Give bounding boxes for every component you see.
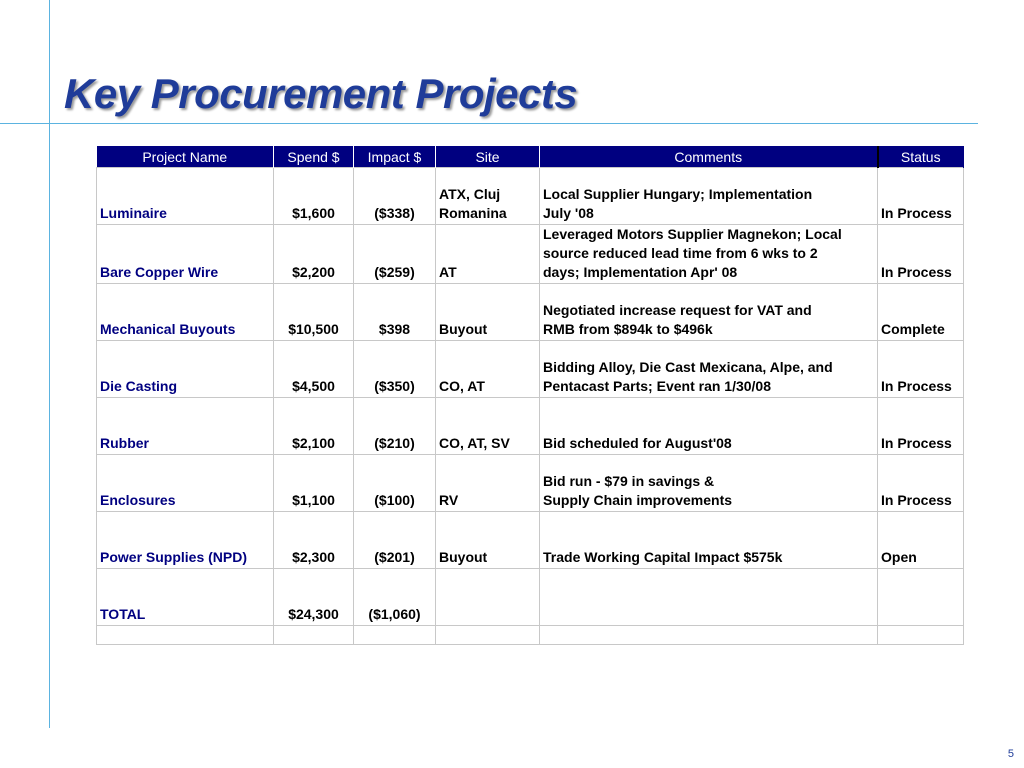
project-name-cell — [97, 455, 274, 512]
table-body — [97, 168, 964, 645]
project-name-line: Luminaire — [100, 205, 167, 221]
comments-line: Negotiated increase request for VAT and — [543, 302, 812, 318]
comments-line: Bidding Alloy, Die Cast Mexicana, Alpe, and — [543, 359, 833, 375]
project-name-line: Mechanical Buyouts — [100, 321, 236, 337]
spend-cell — [274, 168, 354, 225]
spend-line: $4,500 — [292, 378, 335, 394]
project-name-line: TOTAL — [100, 606, 146, 622]
status-cell — [878, 569, 964, 626]
table-row — [97, 512, 964, 569]
table-cell-empty — [97, 626, 274, 645]
comments-line: Local Supplier Hungary; Implementation — [543, 186, 813, 202]
header-project-name: Project Name — [97, 146, 274, 168]
project-name-cell — [97, 284, 274, 341]
comments-line: Bid scheduled for August'08 — [543, 435, 732, 451]
comments-cell — [540, 284, 878, 341]
impact-line: ($201) — [374, 549, 415, 565]
comments-cell — [540, 225, 878, 284]
status-line: Open — [881, 549, 917, 565]
site-line: Buyout — [439, 549, 488, 565]
project-name-cell — [97, 168, 274, 225]
slide-title: Key Procurement Projects — [64, 70, 578, 117]
site-line: Buyout — [439, 321, 488, 337]
impact-cell — [354, 512, 436, 569]
comments-cell — [540, 455, 878, 512]
site-cell — [436, 284, 540, 341]
site-line: CO, AT, SV — [439, 435, 510, 451]
site-cell — [436, 168, 540, 225]
comments-cell — [540, 398, 878, 455]
project-name-line: Die Casting — [100, 378, 178, 394]
table-row — [97, 455, 964, 512]
status-cell — [878, 455, 964, 512]
horizontal-accent-line — [0, 123, 978, 124]
comments-line: Bid run - $79 in savings & — [543, 473, 715, 489]
table-row — [97, 168, 964, 225]
header-site: Site — [436, 146, 540, 168]
spend-cell — [274, 512, 354, 569]
table-row — [97, 225, 964, 284]
comments-line: Supply Chain improvements — [543, 492, 733, 508]
header-comments: Comments — [540, 146, 878, 168]
comments-line: Pentacast Parts; Event ran 1/30/08 — [543, 378, 772, 394]
project-name-line: Power Supplies (NPD) — [100, 549, 248, 565]
impact-line: ($1,060) — [368, 606, 421, 622]
comments-line: Trade Working Capital Impact $575k — [543, 549, 783, 565]
impact-line: ($350) — [374, 378, 415, 394]
spend-cell — [274, 284, 354, 341]
impact-cell — [354, 168, 436, 225]
status-line: In Process — [881, 264, 952, 280]
comments-cell — [540, 512, 878, 569]
header-impact: Impact $ — [354, 146, 436, 168]
impact-cell — [354, 225, 436, 284]
spend-line: $2,300 — [292, 549, 335, 565]
site-line: CO, AT — [439, 378, 485, 394]
vertical-accent-line — [49, 0, 50, 728]
site-cell — [436, 225, 540, 284]
status-cell — [878, 284, 964, 341]
table-row — [97, 569, 964, 626]
comments-cell — [540, 341, 878, 398]
spend-line: $2,100 — [292, 435, 335, 451]
project-name-cell — [97, 569, 274, 626]
impact-cell — [354, 284, 436, 341]
project-name-line: Rubber — [100, 435, 149, 451]
impact-line: ($100) — [374, 492, 415, 508]
project-name-cell — [97, 398, 274, 455]
table-header-row — [97, 146, 964, 168]
status-line: In Process — [881, 205, 952, 221]
site-cell — [436, 512, 540, 569]
site-cell — [436, 398, 540, 455]
table-cell-empty — [436, 626, 540, 645]
spend-cell — [274, 341, 354, 398]
impact-cell — [354, 455, 436, 512]
impact-cell — [354, 398, 436, 455]
comments-cell — [540, 168, 878, 225]
comments-cell — [540, 569, 878, 626]
impact-line: ($338) — [374, 205, 415, 221]
status-cell — [878, 341, 964, 398]
spend-cell — [274, 455, 354, 512]
spend-cell — [274, 569, 354, 626]
table-cell-empty — [354, 626, 436, 645]
procurement-projects-table — [96, 146, 964, 645]
project-name-cell — [97, 341, 274, 398]
table-row — [97, 284, 964, 341]
comments-line: source reduced lead time from 6 wks to 2 — [543, 245, 818, 261]
page-number: 5 — [1007, 748, 1014, 760]
site-line: RV — [439, 492, 459, 508]
impact-cell — [354, 341, 436, 398]
status-line: In Process — [881, 378, 952, 394]
table-cell-empty — [878, 626, 964, 645]
header-spend: Spend $ — [274, 146, 354, 168]
status-cell — [878, 168, 964, 225]
status-cell — [878, 512, 964, 569]
status-line: Complete — [881, 321, 945, 337]
comments-line: July '08 — [543, 205, 594, 221]
comments-line: Leveraged Motors Supplier Magnekon; Local — [543, 226, 842, 242]
spend-line: $2,200 — [292, 264, 335, 280]
site-line: Romanina — [439, 205, 507, 221]
table-row-empty — [97, 626, 964, 645]
spend-cell — [274, 398, 354, 455]
project-name-cell — [97, 225, 274, 284]
impact-cell — [354, 569, 436, 626]
status-line: In Process — [881, 492, 952, 508]
status-cell — [878, 225, 964, 284]
spend-line: $1,100 — [292, 492, 335, 508]
status-cell — [878, 398, 964, 455]
project-name-line: Bare Copper Wire — [100, 264, 219, 280]
site-cell — [436, 455, 540, 512]
project-name-cell — [97, 512, 274, 569]
spend-line: $24,300 — [288, 606, 339, 622]
impact-line: ($259) — [374, 264, 415, 280]
table-cell-empty — [540, 626, 878, 645]
site-line: AT — [439, 264, 457, 280]
table-row — [97, 398, 964, 455]
spend-line: $10,500 — [288, 321, 339, 337]
spend-line: $1,600 — [292, 205, 335, 221]
status-line: In Process — [881, 435, 952, 451]
site-cell — [436, 569, 540, 626]
spend-cell — [274, 225, 354, 284]
comments-line: RMB from $894k to $496k — [543, 321, 713, 337]
project-name-line: Enclosures — [100, 492, 176, 508]
impact-line: $398 — [378, 321, 411, 337]
comments-line: days; Implementation Apr' 08 — [543, 264, 738, 280]
impact-line: ($210) — [374, 435, 415, 451]
table-cell-empty — [274, 626, 354, 645]
site-cell — [436, 341, 540, 398]
site-line: ATX, Cluj — [439, 186, 501, 202]
header-status: Status — [878, 146, 964, 168]
table-row — [97, 341, 964, 398]
